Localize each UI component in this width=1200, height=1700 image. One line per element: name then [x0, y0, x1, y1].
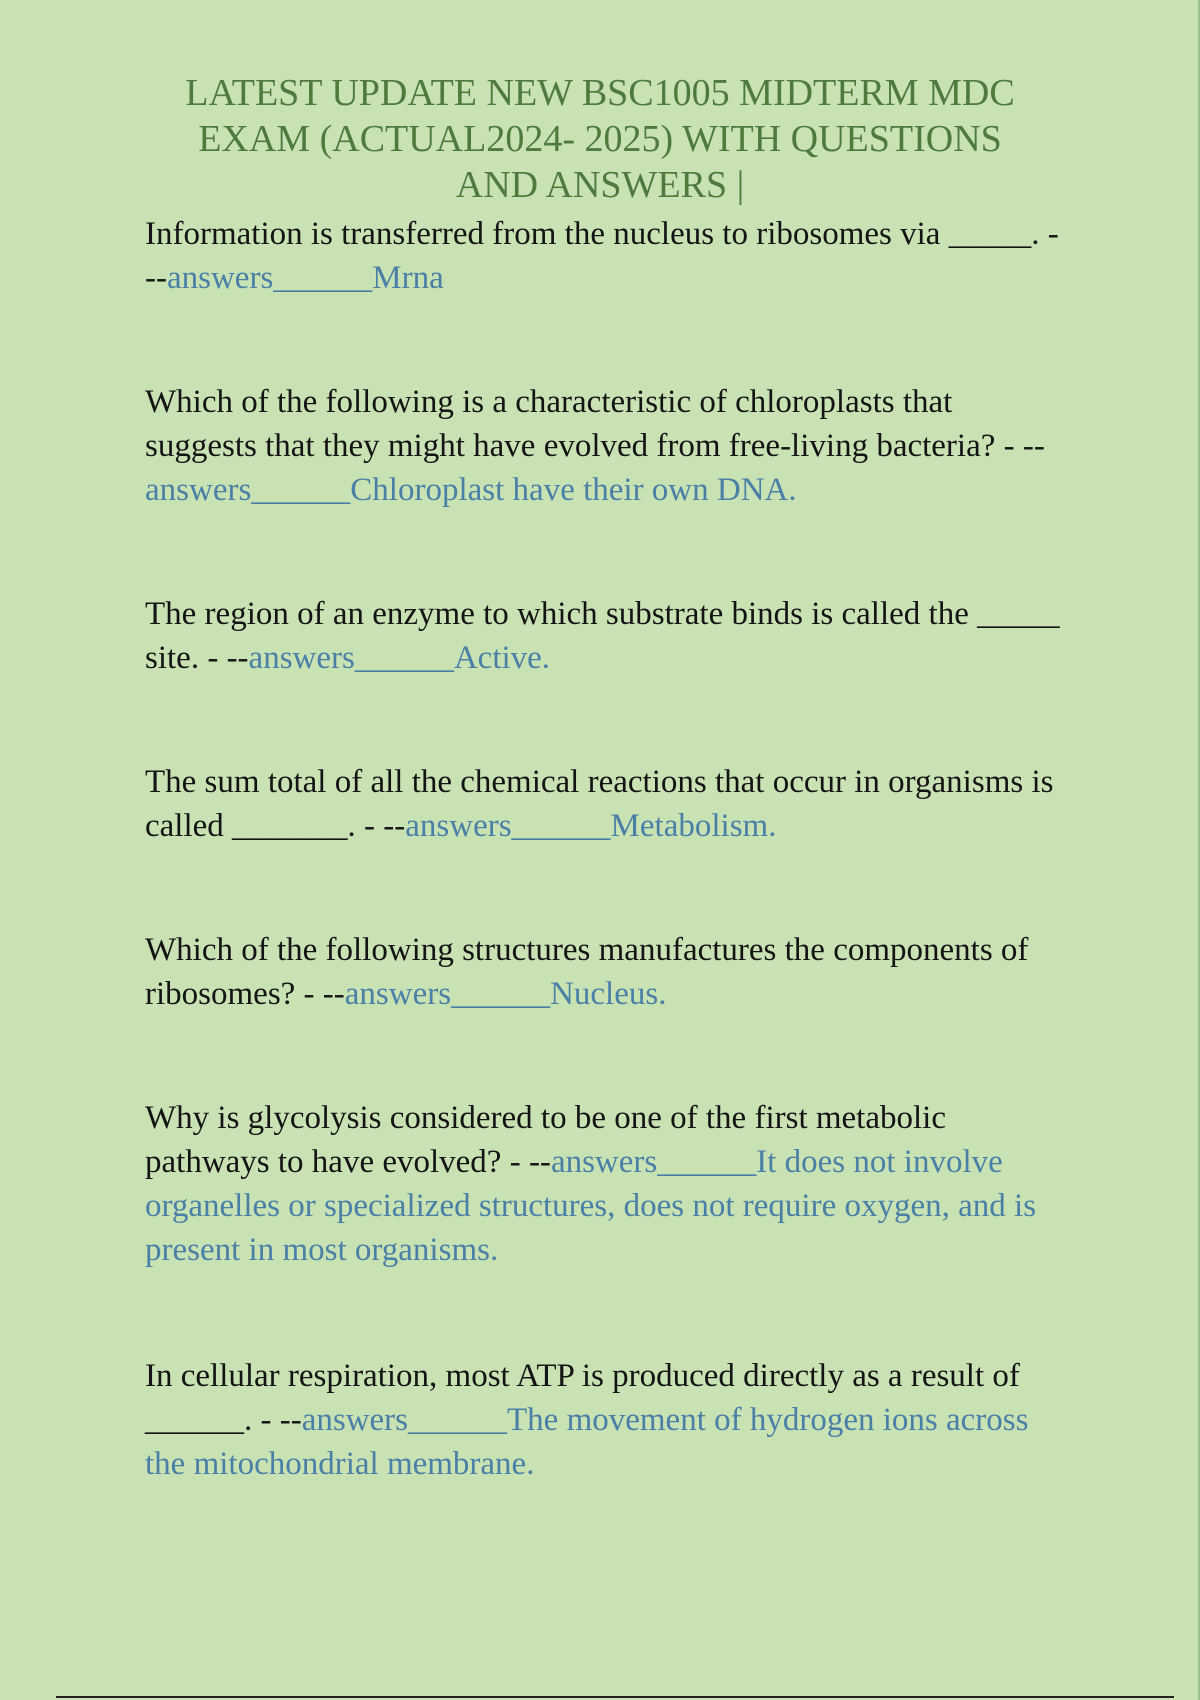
answer-text: answers______The movement of hydrogen ions across the mitochondrial membrane. [145, 1402, 1029, 1482]
answer-text: answers______Chloroplast have their own DNA. [145, 472, 797, 508]
question-text: Why is glycolysis considered to be one of the first metabolic pathways to have evolved? - -- [145, 1100, 946, 1180]
qa-item-2 [145, 380, 1065, 512]
answer-text: answers______Mrna [166, 260, 444, 296]
answer-text: answers______Nucleus. [344, 976, 667, 1012]
qa-item-1 [145, 212, 1065, 300]
document-title [120, 70, 1080, 208]
qa-item-7 [145, 1354, 1065, 1486]
qa-item-4 [145, 760, 1065, 848]
question-text: The region of an enzyme to which substrate binds is called the _____ site. - -- [145, 596, 1060, 676]
question-text: Which of the following is a characteristic of chloroplasts that suggests that they might have evolved from free-living bacteria? - -- [145, 384, 1045, 464]
question-text: In cellular respiration, most ATP is produced directly as a result of ______. - -- [145, 1358, 1020, 1438]
question-text: The sum total of all the chemical reactions that occur in organisms is called _______. - -- [145, 764, 1054, 844]
answer-text: answers______Metabolism. [405, 808, 777, 844]
question-text: Information is transferred from the nucleus to ribosomes via _____. - -- [145, 216, 1059, 296]
qa-item-6 [145, 1096, 1065, 1272]
answer-text: answers______It does not involve organelles or specialized structures, does not require oxygen, and is present in most organisms. [145, 1144, 1037, 1268]
question-text: Which of the following structures manufactures the components of ribosomes? - -- [145, 932, 1029, 1012]
title-line-2: EXAM (ACTUAL2024- 2025) WITH QUESTIONS [198, 118, 1002, 160]
answer-text: answers______Active. [248, 640, 551, 676]
qa-item-5 [145, 928, 1065, 1016]
bottom-rule [56, 1696, 1174, 1698]
title-line-1: LATEST UPDATE NEW BSC1005 MIDTERM MDC [185, 72, 1015, 114]
qa-item-3 [145, 592, 1065, 680]
title-line-3: AND ANSWERS | [455, 164, 745, 206]
